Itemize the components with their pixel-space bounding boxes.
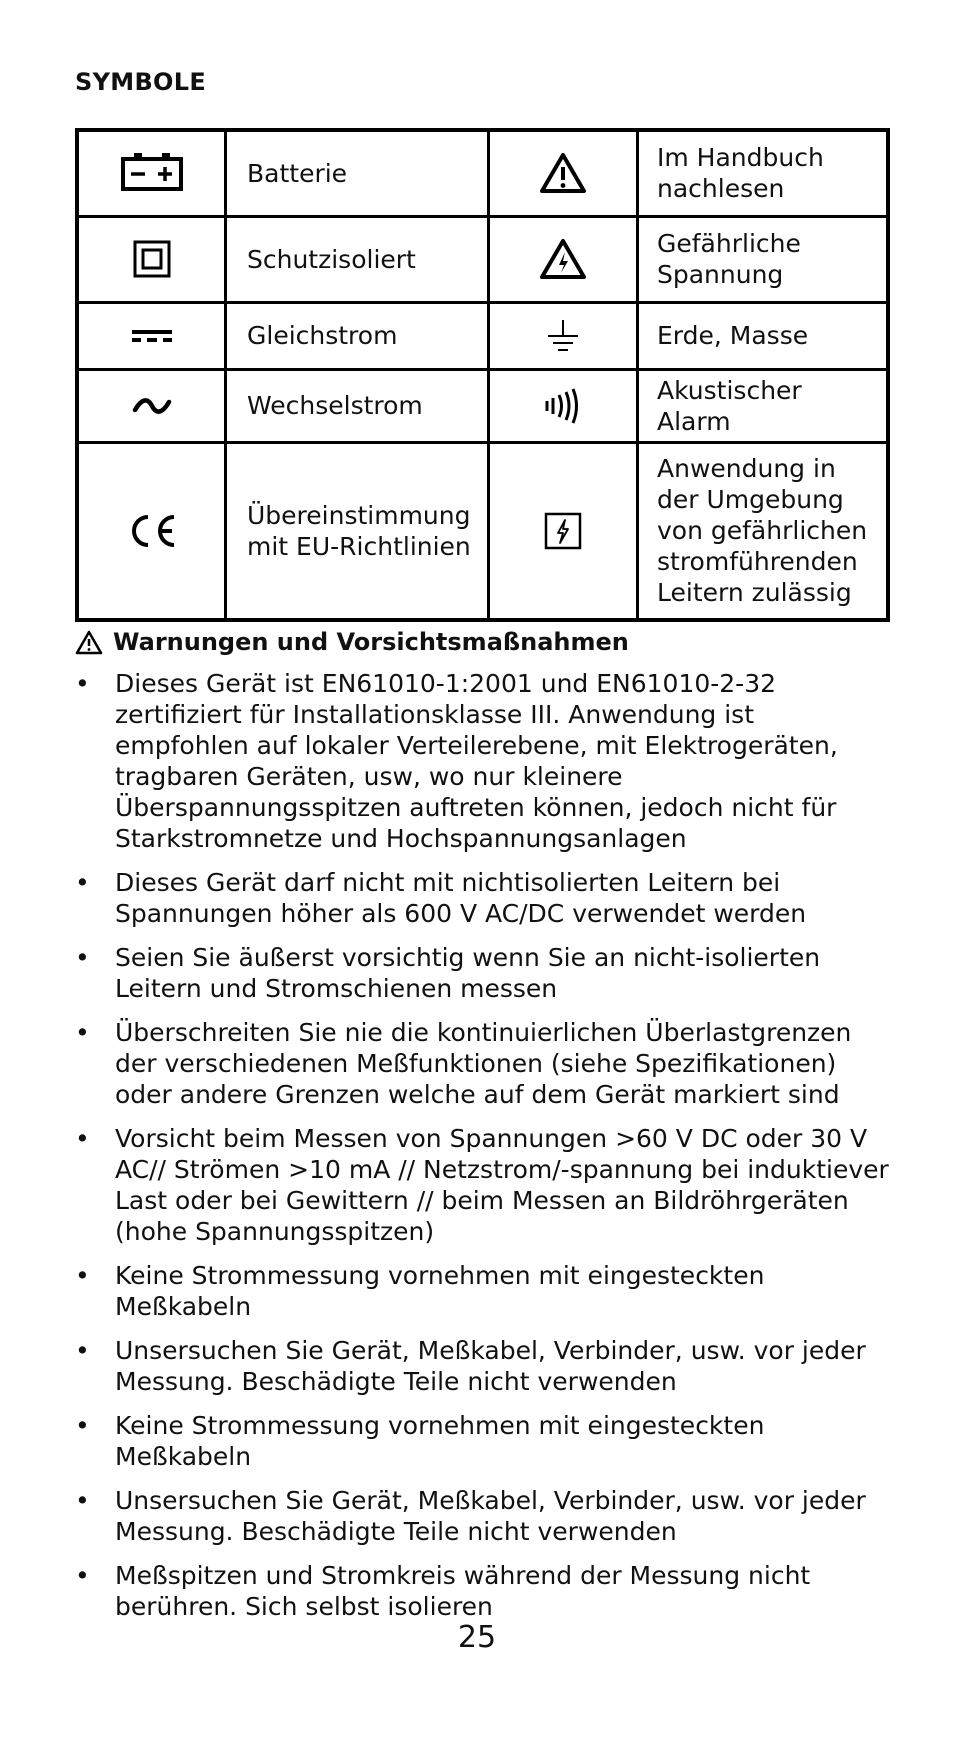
bullet: • <box>75 943 90 972</box>
bullet: • <box>75 1261 90 1290</box>
bullet: • <box>75 868 90 897</box>
symbol-label: Übereinstimmung mit EU-Richtlinien <box>226 442 489 620</box>
list-item-text: Seien Sie äußerst vorsichtig wenn Sie an nicht-isolierten Leitern und Stromschienen messen <box>115 943 821 1003</box>
symbol-row <box>77 369 888 442</box>
high-voltage-triangle-icon <box>489 216 638 302</box>
warnings-heading <box>75 628 629 656</box>
list-item <box>75 1485 895 1547</box>
symbol-label: Anwendung in der Umgebung von gefährlichen stromführenden Leitern zulässig <box>638 442 889 620</box>
symbol-row <box>77 442 888 620</box>
symbol-label: Erde, Masse <box>638 302 889 369</box>
symbol-label: Wechselstrom <box>226 369 489 442</box>
bullet: • <box>75 669 90 698</box>
warning-triangle-icon <box>75 630 103 655</box>
list-item <box>75 942 895 1004</box>
list-item <box>75 668 895 854</box>
list-item <box>75 1410 895 1472</box>
list-item-text: Unsersuchen Sie Gerät, Meßkabel, Verbinder, usw. vor jeder Messung. Beschädigte Teile nicht verwenden <box>115 1336 866 1396</box>
list-item-text: Unsersuchen Sie Gerät, Meßkabel, Verbinder, usw. vor jeder Messung. Beschädigte Teile nicht verwenden <box>115 1486 866 1546</box>
warnings-title: Warnungen und Vorsichtsmaßnahmen <box>113 628 629 656</box>
audible-alarm-icon <box>489 369 638 442</box>
list-item <box>75 1123 895 1247</box>
list-item-text: Meßspitzen und Stromkreis während der Messung nicht berühren. Sich selbst isolieren <box>115 1561 811 1621</box>
symbol-label: Schutzisoliert <box>226 216 489 302</box>
page-number: 25 <box>457 1620 497 1655</box>
list-item <box>75 1560 895 1622</box>
bullet: • <box>75 1018 90 1047</box>
symbol-label: Gleichstrom <box>226 302 489 369</box>
symbol-row <box>77 302 888 369</box>
symbol-row <box>77 216 888 302</box>
warning-triangle-icon <box>489 130 638 216</box>
symbol-row <box>77 130 888 216</box>
symbol-label: Im Handbuch nachlesen <box>638 130 889 216</box>
double-insulation-icon <box>77 216 226 302</box>
symbol-label: Batterie <box>226 130 489 216</box>
bullet: • <box>75 1561 90 1590</box>
symbol-label: Gefährliche Spannung <box>638 216 889 302</box>
bullet: • <box>75 1336 90 1365</box>
section-heading: SYMBOLE <box>75 68 207 96</box>
list-item <box>75 867 895 929</box>
list-item <box>75 1017 895 1110</box>
ce-mark-icon <box>77 442 226 620</box>
list-item <box>75 1260 895 1322</box>
ground-icon <box>489 302 638 369</box>
ac-icon <box>77 369 226 442</box>
symbol-label: Akustischer Alarm <box>638 369 889 442</box>
warnings-list <box>75 668 895 1635</box>
list-item-text: Keine Strommessung vornehmen mit eingesteckten Meßkabeln <box>115 1411 765 1471</box>
list-item-text: Dieses Gerät darf nicht mit nichtisolierten Leitern bei Spannungen höher als 600 V AC/DC verwendet werden <box>115 868 807 928</box>
live-conductor-icon <box>489 442 638 620</box>
list-item <box>75 1335 895 1397</box>
symbols-table <box>75 128 890 622</box>
battery-icon <box>77 130 226 216</box>
bullet: • <box>75 1124 90 1153</box>
bullet: • <box>75 1411 90 1440</box>
bullet: • <box>75 1486 90 1515</box>
dc-icon <box>77 302 226 369</box>
list-item-text: Keine Strommessung vornehmen mit eingesteckten Meßkabeln <box>115 1261 765 1321</box>
list-item-text: Dieses Gerät ist EN61010-1:2001 und EN61010-2-32 zertifiziert für Installationsklasse III. Anwendung ist empfohlen auf lokaler Verteilerebene, mit Elektrogeräten, tragbaren Geräten, usw, wo nur kleinere Überspannungsspitzen auftreten können, jedoch nicht für Starkstromnetze und Hochspannungsanlagen <box>115 669 838 853</box>
list-item-text: Vorsicht beim Messen von Spannungen >60 V DC oder 30 V AC// Strömen >10 mA // Netzstrom/-spannung bei induktiever Last oder bei Gewittern // beim Messen an Bildröhrgeräten (hohe Spannungsspitzen) <box>115 1124 889 1246</box>
list-item-text: Überschreiten Sie nie die kontinuierlichen Überlastgrenzen der verschiedenen Meßfunktionen (siehe Spezifikationen) oder andere Grenzen welche auf dem Gerät markiert sind <box>115 1018 852 1109</box>
